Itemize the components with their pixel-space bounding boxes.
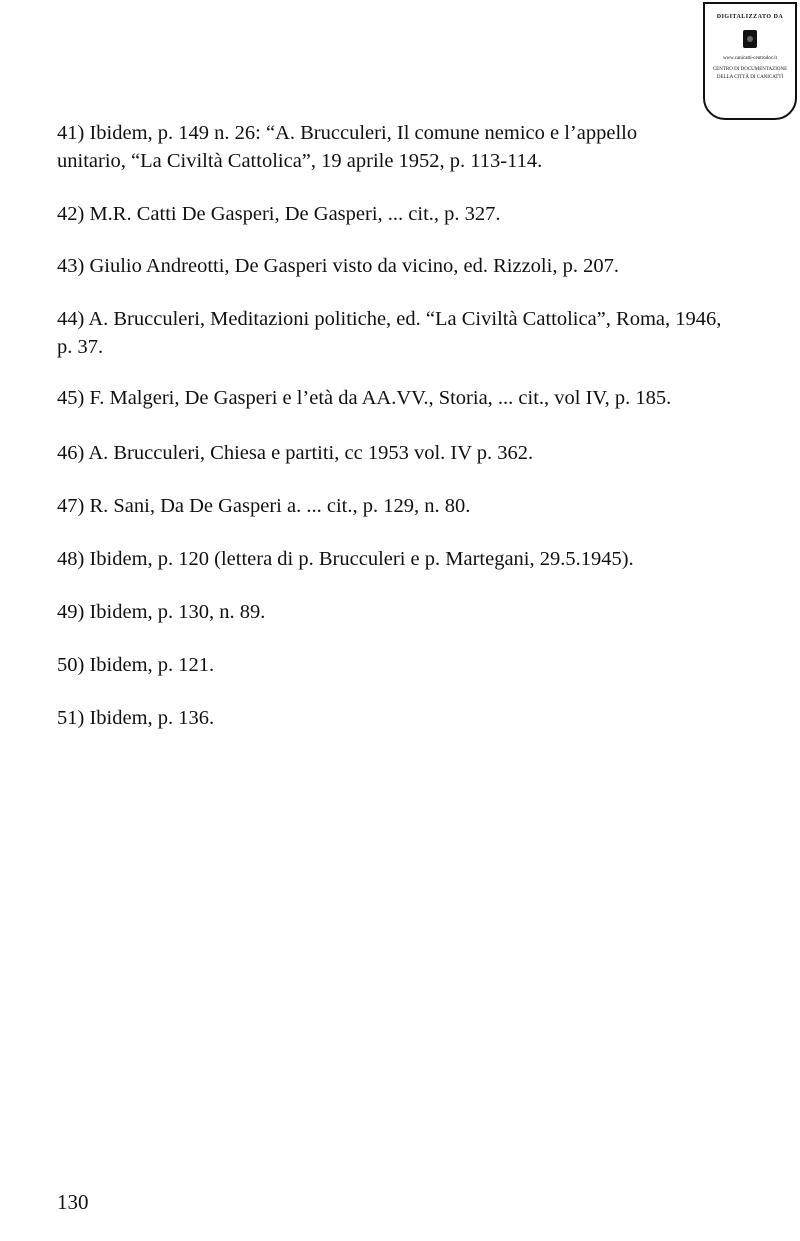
- footnote-50: [57, 651, 777, 679]
- stamp-line-2: DELLA CITTÀ DI CANICATTÌ: [716, 75, 784, 80]
- footnote-46: [57, 439, 777, 467]
- footnote-47: [57, 492, 777, 520]
- footnote-text: p. 37.: [57, 336, 104, 358]
- stamp-url: www.canicatti-centrodoc.it: [722, 56, 778, 61]
- footnote-text: Ibidem, p. 149 n. 26: “A. Brucculeri, Il comune nemico e l’appello: [89, 122, 638, 144]
- footnote-text: A. Brucculeri, Meditazioni politiche, ed. “La Civiltà Cattolica”, Roma, 1946,: [88, 308, 722, 330]
- footnote-text: Giulio Andreotti, De Gasperi visto da vicino, ed. Rizzoli, p. 207.: [89, 255, 619, 277]
- footnote-43: [57, 252, 777, 280]
- footnote-number: 44): [57, 308, 85, 330]
- footnote-number: 42): [57, 203, 85, 225]
- footnote-51: [57, 704, 777, 732]
- footnote-text: A. Brucculeri, Chiesa e partiti, cc 1953 vol. IV p. 362.: [88, 442, 534, 464]
- footnote-number: 45): [57, 387, 85, 409]
- footnote-text: Ibidem, p. 120 (lettera di p. Brucculeri e p. Martegani, 29.5.1945).: [89, 548, 634, 570]
- footnote-text: Ibidem, p. 136.: [89, 707, 215, 729]
- footnote-44: [57, 305, 777, 361]
- footnote-number: 43): [57, 255, 85, 277]
- footnote-48: [57, 545, 777, 573]
- page-number: 130: [57, 1190, 89, 1214]
- footnote-45: [57, 384, 777, 412]
- footnote-text: Ibidem, p. 121.: [89, 654, 215, 676]
- footnote-text: unitario, “La Civiltà Cattolica”, 19 aprile 1952, p. 113-114.: [57, 150, 543, 172]
- digitization-stamp: [703, 2, 797, 120]
- footnote-42: [57, 200, 777, 228]
- footnote-41: [57, 119, 777, 175]
- coat-of-arms-icon: [743, 30, 757, 48]
- footnote-number: 50): [57, 654, 85, 676]
- footnote-number: 47): [57, 495, 85, 517]
- footnote-number: 49): [57, 601, 85, 623]
- footnote-49: [57, 598, 777, 626]
- stamp-line-1: CENTRO DI DOCUMENTAZIONE: [712, 67, 788, 72]
- footnote-text: R. Sani, Da De Gasperi a. ... cit., p. 129, n. 80.: [89, 495, 471, 517]
- footnote-number: 48): [57, 548, 85, 570]
- footnote-text: F. Malgeri, De Gasperi e l’età da AA.VV., Storia, ... cit., vol IV, p. 185.: [89, 387, 672, 409]
- footnote-number: 46): [57, 442, 85, 464]
- footnote-number: 51): [57, 707, 85, 729]
- footnote-text: M.R. Catti De Gasperi, De Gasperi, ... cit., p. 327.: [89, 203, 501, 225]
- footnote-text: Ibidem, p. 130, n. 89.: [89, 601, 266, 623]
- stamp-title: DIGITALIZZATO DA: [716, 14, 784, 20]
- footnote-number: 41): [57, 122, 85, 144]
